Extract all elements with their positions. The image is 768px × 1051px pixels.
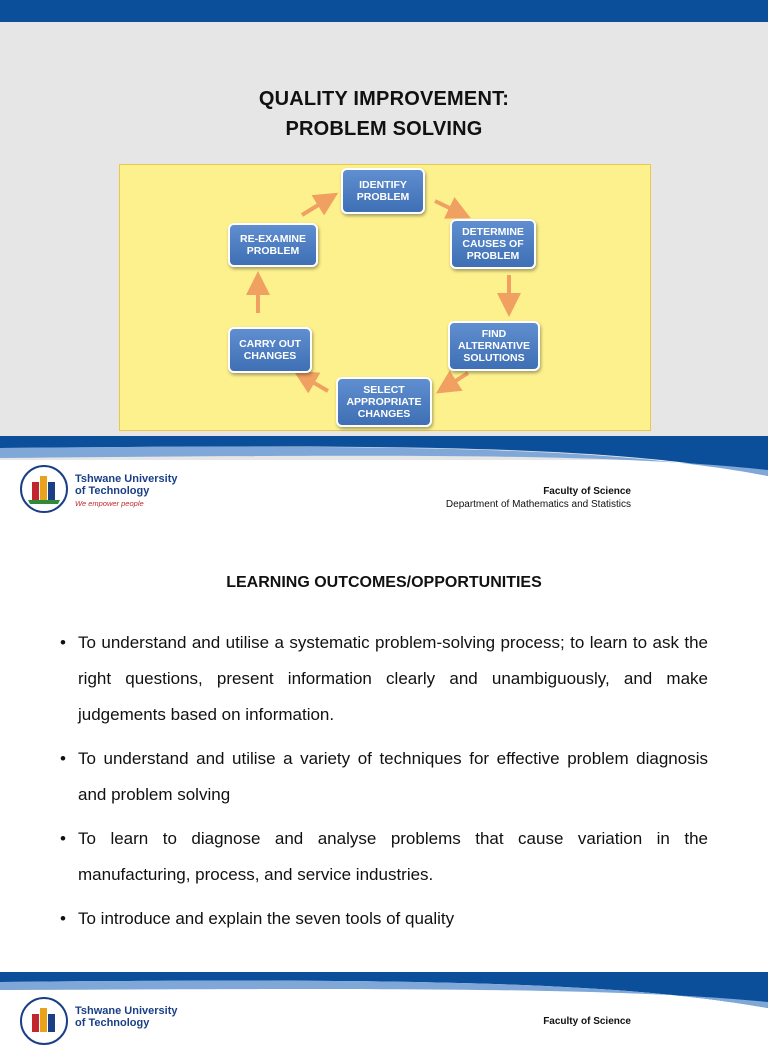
- tut-logo: [18, 464, 178, 514]
- node-identify-problem: IDENTIFY PROBLEM: [341, 168, 425, 214]
- logo-name-line1: Tshwane University: [75, 1005, 178, 1017]
- logo-name-line1: Tshwane University: [75, 473, 178, 485]
- node-select-changes: SELECT APPROPRIATE CHANGES: [336, 377, 432, 427]
- node-reexamine-problem: RE-EXAMINE PROBLEM: [228, 223, 318, 267]
- problem-solving-cycle-diagram: [119, 164, 651, 431]
- tut-logo-icon: [18, 464, 70, 514]
- arrow-find-to-select: [446, 373, 468, 387]
- node-carry-out-changes: CARRY OUT CHANGES: [228, 327, 312, 373]
- tut-logo-slide3: [18, 996, 178, 1046]
- logo-name-line2: of Technology: [75, 485, 150, 497]
- list-item: • To learn to diagnose and analyse problems that cause variation in the manufacturing, process, and service industries.: [60, 829, 708, 884]
- tut-logo-icon: [18, 996, 70, 1046]
- node-find-solutions: FIND ALTERNATIVE SOLUTIONS: [448, 321, 540, 371]
- logo-name-line2: of Technology: [75, 1017, 150, 1029]
- learning-outcomes-list: [60, 625, 708, 945]
- arrow-select-to-carry: [304, 377, 328, 391]
- top-bar: [0, 0, 768, 22]
- list-item: • To introduce and explain the seven tools of quality: [60, 909, 455, 928]
- slide-title-line2: PROBLEM SOLVING: [285, 118, 483, 140]
- faculty-label-slide3: Faculty of Science: [543, 1016, 631, 1027]
- logo-tagline: We empower people: [75, 499, 144, 508]
- arrow-identify-to-determine: [435, 201, 460, 213]
- list-item: • To understand and utilise a systematic problem-solving process; to learn to ask the right questions, present information clearly and unambiguously, and make judgements based on information.: [60, 633, 708, 724]
- list-item: • To understand and utilise a variety of techniques for effective problem diagnosis and problem solving: [60, 749, 708, 804]
- faculty-label: Faculty of Science: [543, 486, 631, 497]
- department-label: Department of Mathematics and Statistics: [445, 499, 631, 510]
- arrow-reexamine-to-identify: [302, 199, 328, 215]
- learning-outcomes-heading: LEARNING OUTCOMES/OPPORTUNITIES: [226, 574, 542, 591]
- slide-quality-improvement: [0, 0, 768, 460]
- slide-title-line1: QUALITY IMPROVEMENT:: [258, 88, 510, 110]
- node-determine-causes: DETERMINE CAUSES OF PROBLEM: [450, 219, 536, 269]
